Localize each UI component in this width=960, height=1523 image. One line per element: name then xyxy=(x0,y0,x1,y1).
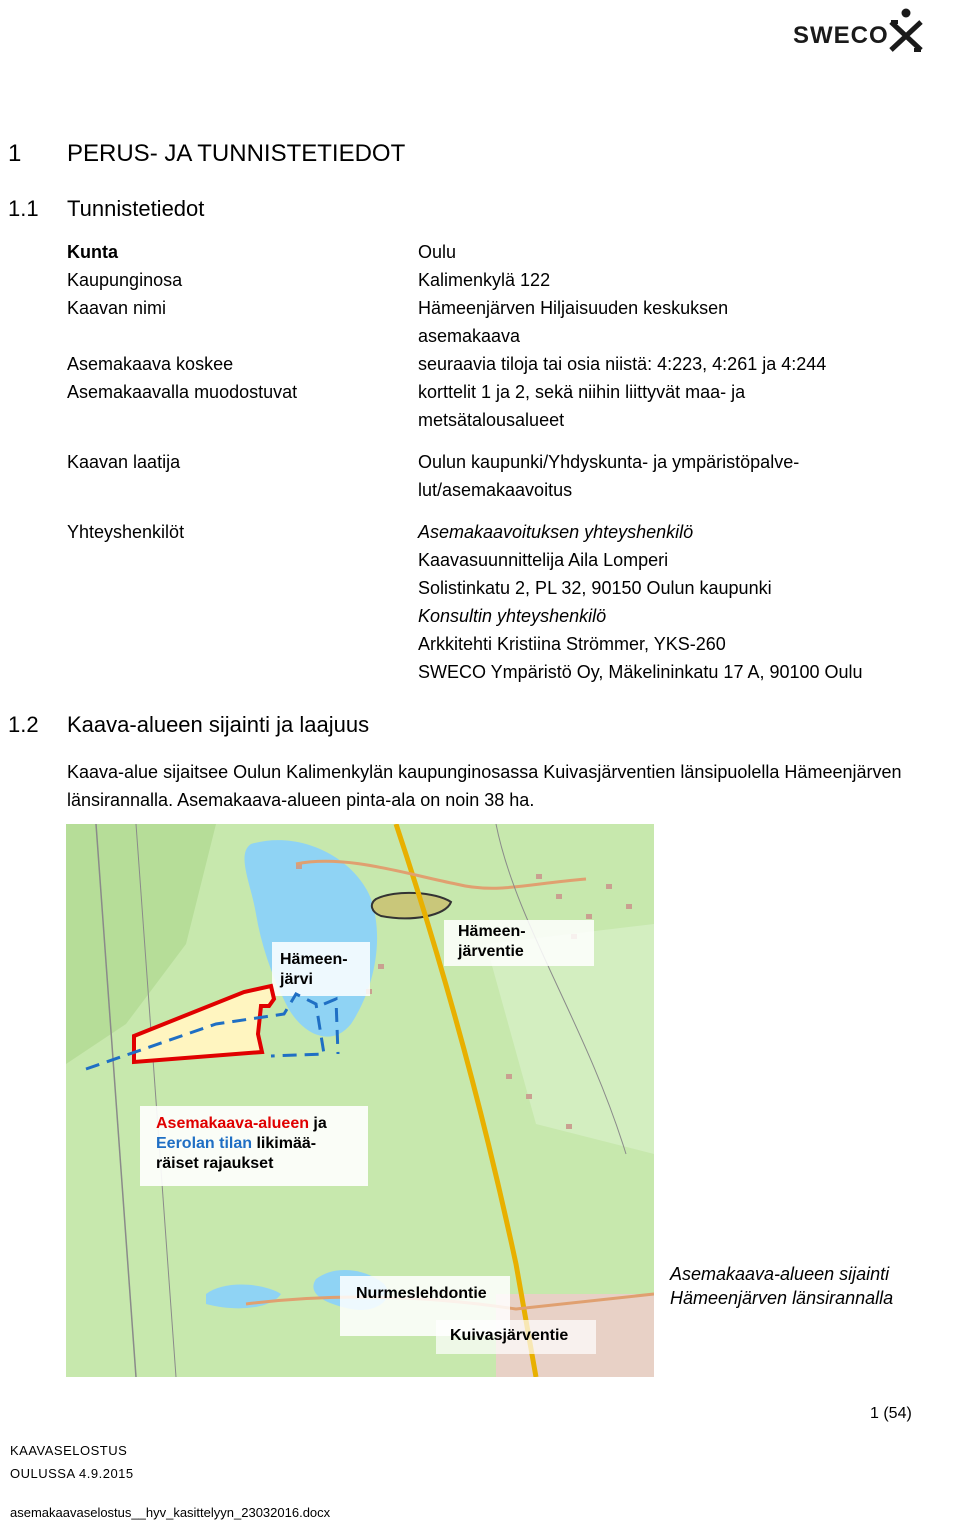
footer-date: OULUSSA 4.9.2015 xyxy=(10,1466,134,1481)
koskee-label: Asemakaava koskee xyxy=(67,354,234,374)
legend-and: ja xyxy=(308,1115,327,1132)
location-paragraph: Kaava-alue sijaitsee Oulun Kalimenkylän kaupunginosassa Kuivasjärventien länsipuolella Hämeenjärven länsirannalla. Asemakaava-alueen pinta-ala on noin 38 ha. xyxy=(67,762,902,810)
contact-line: Kaavasuunnittelija Aila Lomperi xyxy=(418,550,669,570)
section-title: PERUS- JA TUNNISTETIEDOT xyxy=(67,140,406,167)
sweco-mark-icon xyxy=(888,8,924,52)
logo-text: SWECO xyxy=(793,22,889,49)
kunta-label: Kunta xyxy=(67,242,118,262)
muodostuvat-label: Asemakaavalla muodostuvat xyxy=(67,382,298,402)
section-heading-1-2 xyxy=(8,712,369,738)
kaavan-nimi-value-line2: asemakaava xyxy=(418,326,521,346)
sweco-logo xyxy=(793,8,928,52)
laatija-label: Kaavan laatija xyxy=(67,452,181,472)
contact-line: Arkkitehti Kristiina Strömmer, YKS-260 xyxy=(418,634,726,654)
section-title: Tunnistetiedot xyxy=(67,196,205,221)
muodostuvat-value-line2: metsätalousalueet xyxy=(418,410,565,430)
map-legend xyxy=(156,1114,356,1174)
section-number: 1.1 xyxy=(8,196,39,221)
map-label-road-line1: Hämeen- xyxy=(458,923,526,940)
section-number: 1 xyxy=(8,140,22,167)
section-heading-1 xyxy=(8,140,405,168)
kaavan-nimi-label: Kaavan nimi xyxy=(67,298,167,318)
page-number: 1 (54) xyxy=(870,1405,912,1422)
kaupunginosa-label: Kaupunginosa xyxy=(67,270,183,290)
map-label-lake xyxy=(280,950,348,990)
contact-line: Asemakaavoituksen yhteyshenkilö xyxy=(418,522,694,542)
contact-line: Konsultin yhteyshenkilö xyxy=(418,606,607,626)
muodostuvat-value-line1: korttelit 1 ja 2, sekä niihin liittyvät maa- ja xyxy=(418,382,746,402)
contact-line: SWECO Ympäristö Oy, Mäkelininkatu 17 A, 90100 Oulu xyxy=(418,662,863,682)
map-label-lake-line1: Hämeen- xyxy=(280,951,348,968)
laatija-value-line1: Oulun kaupunki/Yhdyskunta- ja ympäristöpalve- xyxy=(418,452,800,472)
yhteys-label: Yhteyshenkilöt xyxy=(67,522,185,542)
contact-line: Solistinkatu 2, PL 32, 90150 Oulun kaupunki xyxy=(418,578,772,598)
map-label-road xyxy=(458,922,526,962)
map-label-nurmeslehdontie: Nurmeslehdontie xyxy=(356,1285,487,1302)
section-number: 1.2 xyxy=(8,712,39,737)
footer-doc-type: KAAVASELOSTUS xyxy=(10,1443,128,1458)
section-title: Kaava-alueen sijainti ja laajuus xyxy=(67,712,370,737)
laatija-value-line2: lut/asemakaavoitus xyxy=(418,480,573,500)
kunta-value: Oulu xyxy=(418,242,457,262)
map-label-road-line2: järventie xyxy=(458,943,524,960)
footer-filename: asemakaavaselostus__hyv_kasittelyyn_23032016.docx xyxy=(10,1505,331,1520)
map-label-kuivasjarventie: Kuivasjärventie xyxy=(450,1327,569,1344)
legend-eerola: Eerolan tilan xyxy=(156,1135,253,1152)
legend-plan-area: Asemakaava-alueen xyxy=(156,1115,309,1132)
legend-rest-1: likimää- xyxy=(252,1135,317,1152)
legend-rest-2: räiset rajaukset xyxy=(156,1155,274,1172)
map-caption: Asemakaava-alueen sijainti Hämeenjärven länsirannalla xyxy=(670,1264,894,1308)
koskee-value: seuraavia tiloja tai osia niistä: 4:223, 4:261 ja 4:244 xyxy=(418,354,827,374)
section-heading-1-1 xyxy=(8,196,204,222)
kaupunginosa-value: Kalimenkylä 122 xyxy=(418,270,551,290)
location-map xyxy=(66,824,654,1377)
map-label-lake-line2: järvi xyxy=(280,971,313,988)
kaavan-nimi-value-line1: Hämeenjärven Hiljaisuuden keskuksen xyxy=(418,298,729,318)
